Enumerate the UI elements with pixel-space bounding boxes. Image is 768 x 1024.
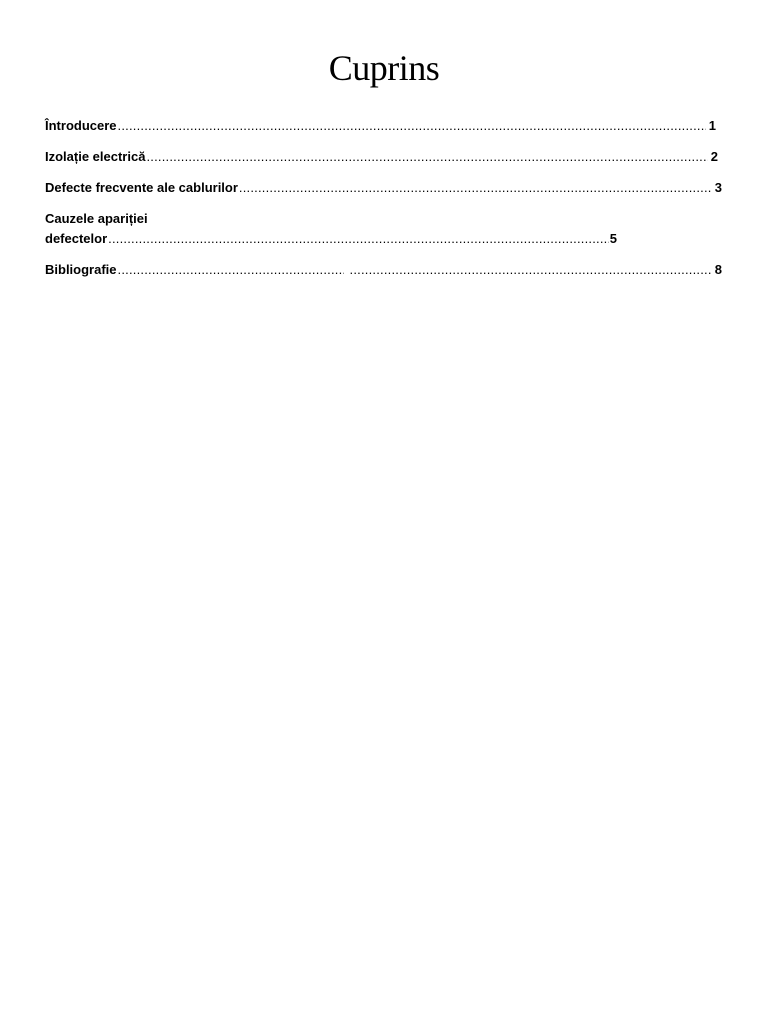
toc-entry-label: Izolație electrică [45,149,146,164]
toc-entry-label-line1: Cauzele apariției [45,211,148,226]
toc-leader-dots [118,116,706,136]
toc-leader-dots [118,260,344,280]
toc-page-number: 5 [609,231,617,246]
toc-entry-label: Defecte frecvente ale cablurilor [45,180,238,195]
page-title: Cuprins [328,48,440,88]
toc-page-number: 1 [708,118,716,133]
toc-leader-dots [350,260,712,280]
toc-page-number: 2 [710,149,718,164]
toc-entry-cauzele-aparitiei[interactable] [45,209,725,249]
toc-entry-introducere[interactable] [45,116,716,136]
toc-leader-dots [146,147,707,167]
toc-entry-defecte-frecvente[interactable] [45,178,722,198]
toc-entry-bibliografie[interactable] [45,260,722,280]
toc-entry-label: Bibliografie [45,262,117,277]
toc-page-number: 3 [714,180,722,195]
toc-leader-dots [108,229,609,249]
toc-page-number: 8 [714,262,722,277]
toc-entry-label: Întroducere [45,118,117,133]
toc-leader-dots [239,178,712,198]
toc-entry-label-line2: defectelor [45,231,108,246]
toc-entry-izolatie-electrica[interactable] [45,147,718,167]
table-of-contents [45,116,725,280]
